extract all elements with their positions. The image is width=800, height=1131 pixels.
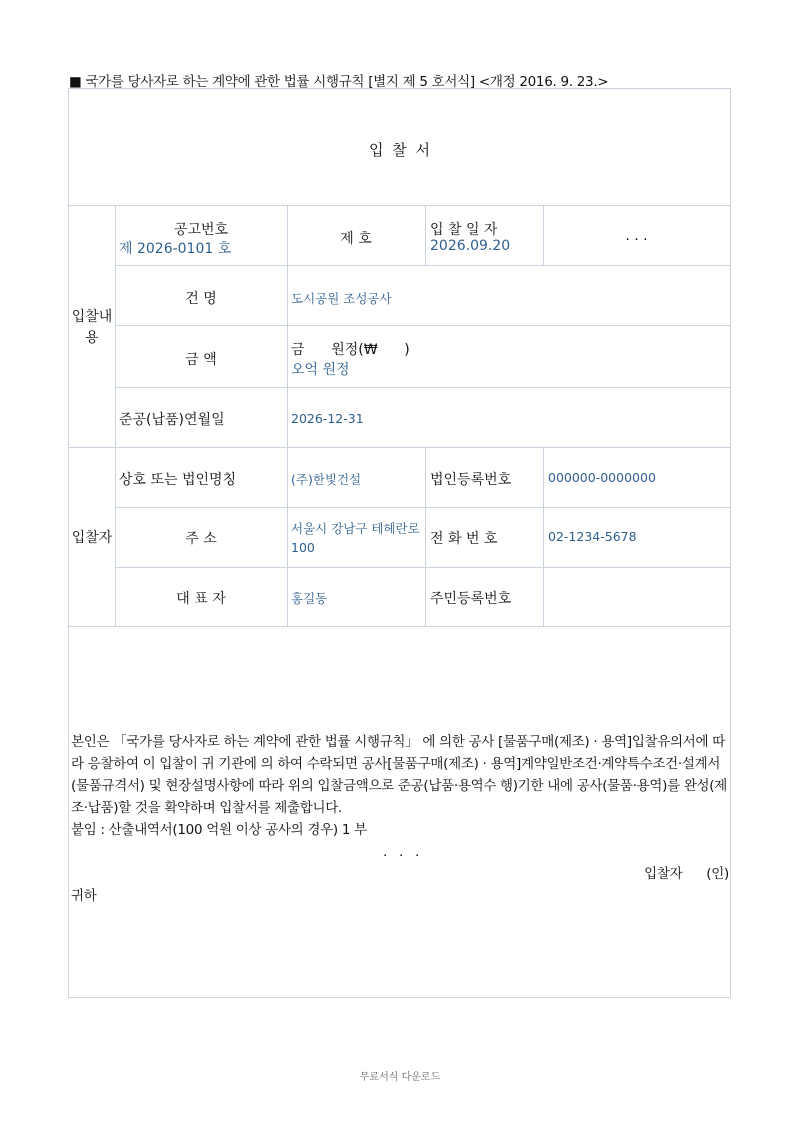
declaration-date-dots: . . . <box>383 844 419 860</box>
corp-reg-value: 000000-0000000 <box>548 470 656 485</box>
address-value: 서울시 강남구 테헤란로 100 <box>291 521 420 555</box>
divider <box>287 205 288 626</box>
declaration-text: 본인은 「국가를 당사자로 하는 계약에 관한 법률 시행규칙」 에 의한 공사 [물품구매(제조) · 용역]입찰유의서에 따라 응찰하여 이 입찰이 귀 기관에 의 하여 수락되면 공사[물품구매(제조) · 용역]계약일반조건·계약특수조건·설계서 (물품규격서) 및 현장설명사항에 따라 위의 입찰금액으로 준공(납품·용역수 행)기한 내에 공사(물품·용역)를 완성(제조·납품)할 것을 확약하며 입찰서를 제출합니다. <box>71 734 728 816</box>
representative-label: 대 표 자 <box>176 591 226 607</box>
phone-label: 전 화 번 호 <box>430 531 498 547</box>
bid-date-value: 2026.09.20 <box>430 238 511 254</box>
amount-label: 금 액 <box>185 352 217 368</box>
divider <box>115 265 730 266</box>
divider <box>115 387 730 388</box>
corp-reg-label: 법인등록번호 <box>430 472 512 488</box>
completion-label: 준공(납품)연월일 <box>119 412 225 428</box>
attachment-note: 붙임 : 산출내역서(100 억원 이상 공사의 경우) 1 부 <box>71 822 367 838</box>
divider <box>115 507 730 508</box>
addressee: 귀하 <box>71 888 97 904</box>
form-heading: ■ 국가를 당사자로 하는 계약에 관한 법률 시행규칙 [별지 제 5 호서식] <개정 2016. 9. 23.> <box>69 74 609 90</box>
project-label: 건 명 <box>185 291 217 307</box>
phone-value: 02-1234-5678 <box>548 529 637 544</box>
date-dots: . . . <box>625 228 648 244</box>
company-label: 상호 또는 법인명칭 <box>119 472 237 488</box>
divider <box>115 205 116 626</box>
divider <box>69 205 730 206</box>
bid-contents-section-label: 입찰내용 <box>71 309 113 346</box>
form-title: 입 찰 서 <box>368 141 432 159</box>
signer-line: 입찰자 (인) <box>644 866 729 882</box>
no-label: 제 호 <box>340 231 372 247</box>
declaration-block <box>71 731 731 907</box>
bid-date-label: 입 찰 일 자 <box>430 222 498 238</box>
amount-format: 금 원정(₩ ) <box>291 342 410 358</box>
divider <box>425 205 426 265</box>
notice-no-value: 제 2026-0101 호 <box>119 241 232 257</box>
divider <box>543 447 544 626</box>
amount-value: 오억 원정 <box>291 362 350 378</box>
completion-value: 2026-12-31 <box>291 411 364 426</box>
bid-form <box>68 88 731 998</box>
resident-reg-label: 주민등록번호 <box>430 591 512 607</box>
divider <box>69 447 730 448</box>
divider <box>69 626 730 627</box>
company-value: (주)한빛건설 <box>291 472 362 487</box>
divider <box>115 567 730 568</box>
bidder-section-label: 입찰자 <box>71 530 113 546</box>
address-label: 주 소 <box>185 531 217 547</box>
representative-value: 홍길동 <box>291 591 328 606</box>
footer-link[interactable]: 무료서식 다운로드 <box>359 1072 441 1083</box>
project-value: 도시공원 조성공사 <box>291 291 392 306</box>
divider <box>425 447 426 626</box>
divider <box>115 325 730 326</box>
notice-no-label: 공고번호 <box>173 222 229 238</box>
